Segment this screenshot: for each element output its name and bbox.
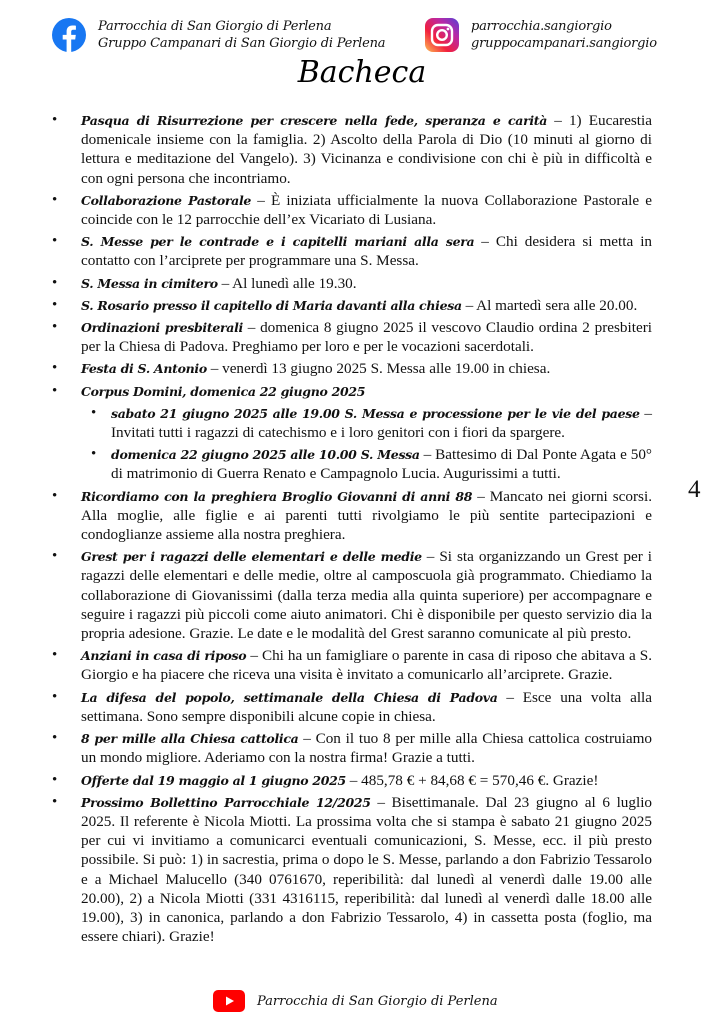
notice-text: – 1) Eucarestia domenicale insieme con la famiglia. 2) Ascolto della Parola di Dio (10 minuti al giorno di lettura e meditazione del Vangelo). 3) Vicinanza e condivisione con chi è più in difficoltà e con ogni persona che incontriamo. bbox=[81, 112, 652, 187]
notice-text: – Con il tuo 8 per mille alla Chiesa cattolica costruiamo un mondo migliore. Aderiamo con la nostra firma! Grazie a tutti. bbox=[81, 730, 652, 767]
notice-text: – Esce una volta alla settimana. Sono sempre disponibili alcune copie in chiesa. bbox=[81, 688, 652, 725]
notice-text: – Battesimo di Dal Ponte Agata e 50° di matrimonio di Guerra Renato e Campagnolo Lucia. Augurissimi a tutti. bbox=[111, 446, 652, 483]
notice-item bbox=[52, 318, 652, 356]
notice-text: – Mancato nei giorni scorsi. Alla moglie, alle figlie e ai parenti tutti rivolgiamo le più sentite partecipazioni e condoglianze assieme alla nostra preghiera. bbox=[81, 487, 652, 544]
notice-text: – Invitati tutti i ragazzi di catechismo e i loro genitori con i fiori da spargere. bbox=[111, 404, 653, 442]
notice-text: – Bisettimanale. Dal 23 giugno al 6 luglio 2025. Il referente è Nicola Miotti. La prossima volta che si stampa è sabato 21 giugno 2025 per cui vi invitiamo a comunicarci eventuali comunicazioni, S. Messe, ecc. il più presto possibile. Si può: 1) in sacrestia, prima o dopo le S. Messe, parlando a don Fabrizio Tessarolo e a Michael Malucello (340 0761670, reperibilità: dal lunedì al venerdì dalle 19.00 alle 20.00), 2) a Nicola Miotti (331 4316115, reperibilità: dal lunedì al venerdì dalle 18.00 alle 19.00), 3) in canonica, parlando a don Fabrizio Tessarolo, 4) in cassetta posta (foglio, ma essere chiari). Grazie! bbox=[81, 793, 653, 946]
facebook-icon bbox=[52, 18, 86, 52]
notice-text: – Al lunedì alle 19.30. bbox=[217, 274, 357, 292]
notice-item bbox=[52, 547, 652, 643]
notice-heading: Offerte dal 19 maggio al 1 giugno 2025 bbox=[81, 772, 346, 788]
youtube-channel-name: Parrocchia di San Giorgio di Perlena bbox=[257, 993, 498, 1009]
instagram-block bbox=[425, 18, 657, 52]
notice-heading: Ricordiamo con la preghiera Broglio Giovanni di anni 88 bbox=[81, 488, 473, 504]
notice-heading: Ordinazioni presbiterali bbox=[81, 320, 243, 336]
notice-item bbox=[52, 274, 652, 293]
notice-item bbox=[52, 382, 652, 484]
notice-item bbox=[52, 191, 652, 229]
notice-heading: La difesa del popolo, settimanale della Chiesa di Padova bbox=[81, 689, 498, 705]
notice-subitem bbox=[81, 445, 652, 483]
page-number: 4 bbox=[688, 476, 701, 503]
instagram-bellringers-handle: gruppocampanari.sangiorgio bbox=[471, 36, 657, 51]
notice-text: – Chi ha un famigliare o parente in casa di riposo che abitava a S. Giorgio e ha piacere che riceva una visita è invitato a comunicarlo all’arciprete. Grazie. bbox=[81, 647, 652, 684]
page-header bbox=[0, 0, 724, 100]
facebook-block bbox=[52, 18, 385, 52]
notice-heading: Prossimo Bollettino Parrocchiale 12/2025 bbox=[81, 794, 371, 810]
notice-item bbox=[52, 487, 652, 545]
notice-text: – Si sta organizzando un Grest per i ragazzi delle elementari e delle medie, oltre al camposcuola già programmato. Chiediamo la collaborazione di Giovanissimi (dalla terza media alla quinta superiore) per accompagnare e seguire i ragazzi più piccoli come aiuto animatori. Chi è disponibile per questo servizio dia la propria adesione. Grazie. Le date e le modalità del Grest saranno comunicate al più presto. bbox=[81, 548, 652, 643]
notice-item bbox=[52, 232, 652, 270]
notice-item bbox=[52, 729, 652, 767]
facebook-parish-name: Parrocchia di San Giorgio di Perlena bbox=[98, 19, 332, 34]
notice-item bbox=[52, 646, 652, 684]
notice-heading: S. Messa in cimitero bbox=[81, 275, 218, 291]
notice-text: – Al martedì sera alle 20.00. bbox=[461, 296, 638, 314]
notice-list bbox=[52, 111, 652, 946]
notice-heading: S. Rosario presso il capitello di Maria davanti alla chiesa bbox=[81, 297, 462, 313]
notice-heading: Festa di S. Antonio bbox=[81, 361, 207, 377]
facebook-bellringers-name: Gruppo Campanari di San Giorgio di Perlena bbox=[98, 36, 386, 51]
notice-text: – venerdì 13 giugno 2025 S. Messa alle 19.00 in chiesa. bbox=[206, 360, 551, 378]
notice-heading: domenica 22 giugno 2025 alle 10.00 S. Messa bbox=[111, 447, 420, 463]
notice-subitem bbox=[81, 404, 652, 442]
notice-item bbox=[52, 296, 652, 315]
notice-sublist bbox=[81, 404, 652, 484]
instagram-parish-handle: parrocchia.sangiorgio bbox=[471, 19, 612, 34]
notice-heading: Collaborazione Pastorale bbox=[81, 192, 252, 208]
notice-item bbox=[52, 111, 652, 188]
bulletin-content bbox=[52, 111, 652, 949]
notice-item bbox=[52, 771, 652, 790]
instagram-icon bbox=[425, 18, 459, 52]
notice-text: – È iniziata ufficialmente la nuova Collaborazione Pastorale e coincide con le 12 parrocchie dell’ex Vicariato di Lusiana. bbox=[81, 191, 653, 229]
page-footer bbox=[213, 990, 498, 1012]
notice-heading: Pasqua di Risurrezione per crescere nella fede, speranza e carità bbox=[81, 113, 548, 128]
page-title: Bacheca bbox=[297, 55, 427, 90]
notice-item bbox=[52, 688, 652, 726]
notice-text: – domenica 8 giugno 2025 il vescovo Claudio ordina 2 presbiteri per la Chiesa di Padova. Preghiamo per loro e per le vocazioni sacerdotali. bbox=[81, 319, 652, 356]
notice-heading: Anziani in casa di riposo bbox=[81, 648, 247, 664]
notice-heading: Grest per i ragazzi delle elementari e delle medie bbox=[81, 549, 422, 565]
notice-text: – Chi desidera si metta in contatto con l’arciprete per programmare una S. Messa. bbox=[81, 233, 653, 270]
youtube-icon bbox=[213, 990, 245, 1012]
notice-heading: 8 per mille alla Chiesa cattolica bbox=[81, 731, 299, 747]
notice-heading: Corpus Domini, domenica 22 giugno 2025 bbox=[81, 383, 366, 399]
notice-heading: S. Messe per le contrade e i capitelli mariani alla sera bbox=[81, 234, 475, 250]
notice-item bbox=[52, 359, 652, 378]
notice-heading: sabato 21 giugno 2025 alle 19.00 S. Messa e processione per le vie del paese bbox=[111, 405, 640, 421]
notice-item bbox=[52, 793, 652, 947]
notice-text: – 485,78 € + 84,68 € = 570,46 €. Grazie! bbox=[345, 771, 599, 789]
